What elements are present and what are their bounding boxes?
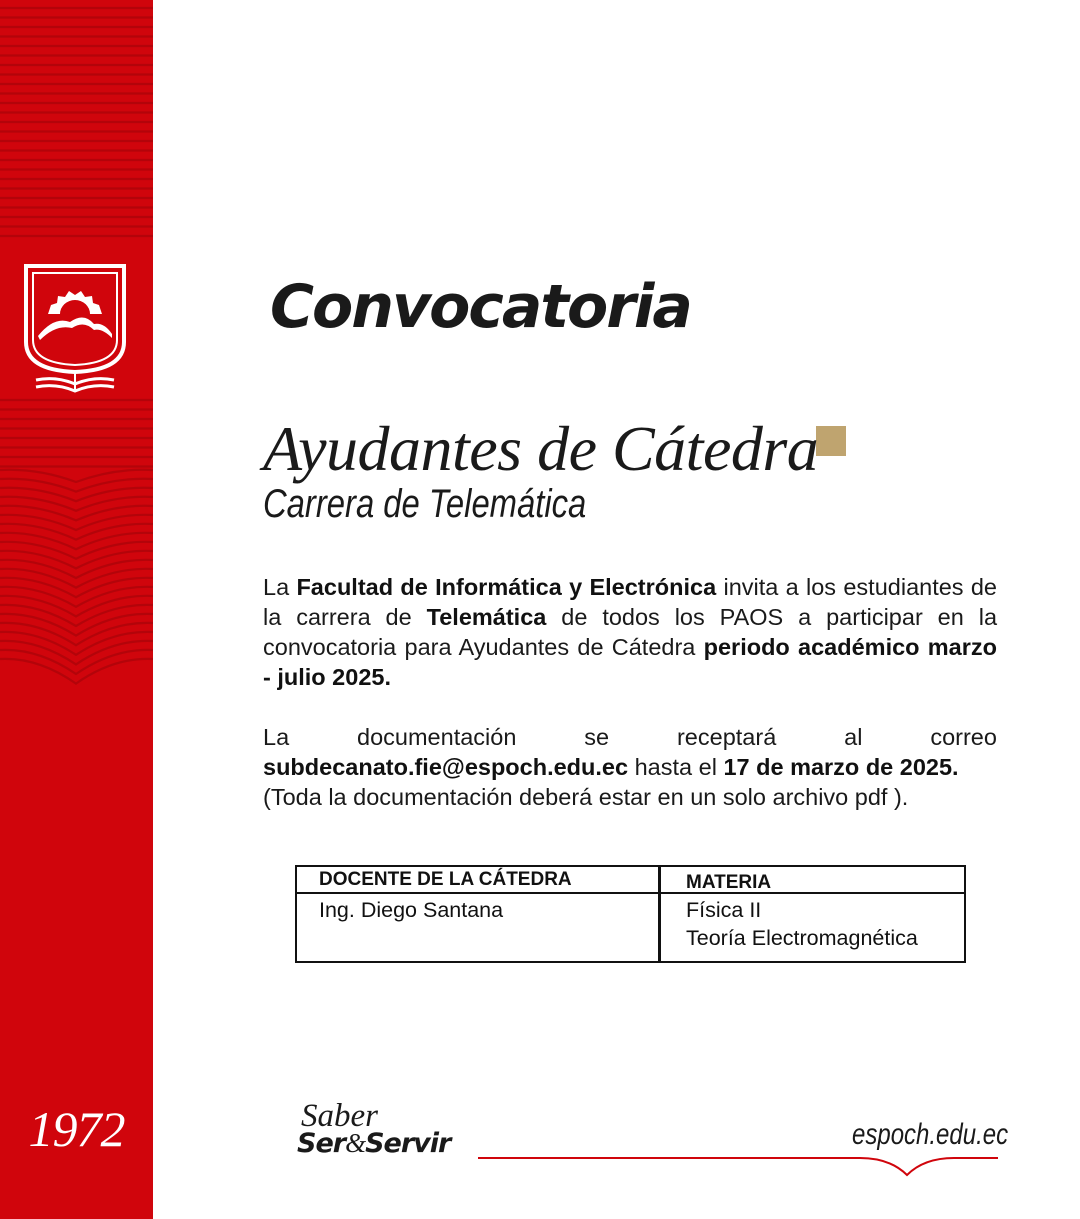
header-materia: MATERIA — [686, 872, 772, 893]
accent-square — [816, 426, 846, 456]
deadline-date: 17 de marzo de 2025. — [723, 754, 959, 780]
submission-line-2 — [263, 752, 997, 782]
submission-line-1 — [263, 722, 997, 752]
cell-materias — [686, 896, 918, 952]
invitation-paragraph — [263, 572, 997, 692]
faculty-name: Facultad de Informática y Electrónica — [296, 574, 717, 600]
page-title: Convocatoria — [270, 272, 691, 342]
cell-docente: Ing. Diego Santana — [319, 898, 504, 922]
text-segment: invita a los estudiantes de la carrera de — [263, 574, 998, 630]
career-highlight: Telemática — [426, 604, 547, 630]
career-name: Carrera de Telemática — [263, 482, 587, 526]
submission-note: (Toda la documentación deberá estar en un solo archivo pdf ). — [263, 784, 909, 810]
slogan-saber: Saber — [301, 1098, 378, 1134]
header-docente: DOCENTE DE LA CÁTEDRA — [319, 869, 572, 890]
slogan-ser: Ser — [297, 1128, 346, 1159]
email-address[interactable]: subdecanato.fie@espoch.edu.ec — [263, 754, 629, 780]
word: se — [584, 724, 610, 750]
slogan-logo — [297, 1098, 497, 1168]
text-segment: hasta el — [628, 754, 724, 780]
word: al — [844, 724, 863, 750]
column-divider — [658, 867, 661, 961]
submission-paragraph — [263, 722, 997, 812]
slogan-amp: & — [345, 1128, 366, 1158]
espoch-shield-icon — [24, 264, 126, 394]
word: correo — [930, 724, 997, 750]
announcement-subtitle: Ayudantes de Cátedra — [263, 413, 819, 484]
header-divider — [297, 892, 964, 894]
side-band — [0, 0, 153, 1219]
slogan-ser-servir — [297, 1128, 450, 1159]
subject-item: Física II — [686, 898, 762, 922]
word: receptará — [676, 724, 777, 750]
text-segment: de todos los PAOS a participar en la convocatoria para Ayudantes de Cátedra — [263, 604, 998, 660]
website-link[interactable]: espoch.edu.ec — [852, 1118, 1009, 1151]
foundation-year: 1972 — [28, 1101, 125, 1157]
slogan-servir: Servir — [365, 1128, 451, 1159]
text-segment: La — [263, 574, 297, 600]
academic-period: periodo académico marzo - julio 2025. — [263, 634, 997, 690]
subject-item: Teoría Electromagnética — [686, 926, 918, 950]
word: documentación — [357, 724, 517, 750]
teachers-table — [295, 865, 966, 963]
word: La — [263, 724, 290, 750]
